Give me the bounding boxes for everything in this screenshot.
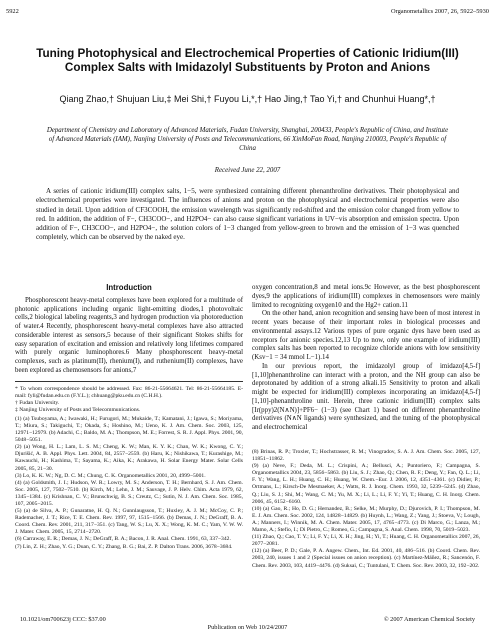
body-paragraph: On the other hand, anion recognition and sensing have been of most interest in recent years because of their important roles in biological processes and environmental assays.12 Various types of pure organic dyes have been used as receptors for anionic species.12,13 Up to now, only one example of iridium(III) complex salts has been reported to recognize chloride anions with low sensitivity (Ksv−1 = 34 mmol L−1).14	[252, 310, 480, 361]
reference-list-left	[15, 416, 243, 551]
reference-item: (7) Lin, Z. H.; Zhao, Y. G.; Duan, C. Y.; Zhang, B. G.; Bai, Z. P. Dalton Trans. 2006, 3678−3684.	[15, 543, 233, 550]
received-date: Received June 22, 2007	[214, 167, 281, 174]
body-paragraph: In our previous report, the imidazolyl group of imidazo[4,5-f][1,10]phenanthroline can interact with a proton, and the NH group can also be deprotonated by addition of a strong alkali.15 Sensitivity to proton and alkali might be expected for iridium(III) complexes incorporating an imidazo[4,5-f][1,10]-phenanthroline unit. Herein, three cationic iridium(III) complex salts [Ir(ppy)2(N∧N)]+PF6− (1−3) (see Chart 1) based on different phenanthroline derivatives (N∧N ligands) were synthesized, and the tuning of the photophysical and electrochemical	[252, 362, 480, 431]
left-column	[15, 284, 243, 551]
footnote: * To whom correspondence should be addressed. Fax: 86-21-55664621. Tel: 86-21-55664185. E-mail: fyli@fudan.edu.cn (F.Y.L.); chhuang@pku.edu.cn (C.H.H.).	[15, 385, 243, 399]
footnote: ‡ Nanjing University of Posts and Telecommunications.	[15, 406, 141, 413]
reference-item: (4) (a) Goldsmith, J. I.; Hudson, W. R.; Lowry, M. S.; Anderson, T. H.; Bernhard, S. J. Am. Chem. Soc. 2005, 127, 7502−7510. (b) Kirch, M.; Lehn, J. M.; Sauvage, J. P. Helv. Chim. Acta 1979, 62, 1345−1384. (c) Krishnan, C. V.; Brunschwig, B. S.; Creutz, C.; Sutin, N. J. Am. Chem. Soc. 1985, 107, 2005−2015.	[15, 479, 243, 507]
reference-item: (5) (a) de Silva, A. P.; Gunaratne, H. Q. N.; Gunnlaugsson, T.; Huxley, A. J. M.; McCoy, C. P.; Rademacher, J. T.; Rice, T. E. Chem. Rev. 1997, 97, 1515−1566. (b) Demas, J. N.; DeGraff, B. A. Coord. Chem. Rev. 2001, 211, 317−351. (c) Tang, W. S.; Lu, X. X.; Wong, K. M. C.; Yam, V. W. W. J. Mater. Chem. 2005, 15, 2714−2720.	[15, 508, 243, 536]
article-title: Tuning Photophysical and Electrochemical Properties of Cationic Iridium(III) Complex Salts with Imidazolyl Substituents by Proton and Anions	[36, 47, 459, 74]
reference-item: (2) (a) Wong, H. L.; Lam, L. S. M.; Cheng, K. W.; Man, K. Y. K.; Chan, W. K.; Kwong, C. Y.; Djurišić, A. B. Appl. Phys. Lett. 2004, 84, 2557−2559. (b) Haru, K.; Nishikawa, T.; Kurashige, M.; Kawauchi, H.; Kashima, T.; Sayama, K.; Aika, K.; Arakawa, H. Solar Energy Mater. Solar Cells 2005, 85, 21−30.	[15, 444, 243, 472]
reference-item: (12) (a) Beer, P. D.; Gale, P. A. Angew. Chem., Int. Ed. 2001, 40, 486−516. (b) Coord. Chem. Rev. 2003, 240, issues 1 and 2 (Special issues on anion reception). (c) Martínez-Máñez, R.; Sancenón, F. Chem. Rev. 2003, 103, 4419−4476. (d) Suksai, C.; Tuntulani, T. Chem. Soc. Rev. 2003, 32, 192−202.	[252, 548, 480, 569]
abstract: A series of cationic iridium(III) complex salts, 1−5, were synthesized containing different phenanthroline derivatives. Their photophysical and electrochemical properties were investigated. The influences of anions and proton on the photophysical and electrochemical properties were also studied in detail. Upon addition of CF3COOH, the emission wavelength was significantly red-shifted and the emission color changed from yellow to red. In addition, the addition of F−, CH3COO−, and H2PO4− can also cause significant variations in UV−vis absorption and emission spectra. Upon addition of F−, CH3COO−, and H2PO4−, the solution colors of 1−3 changed from yellow-green to brown and the emission of 1−3 was quenched completely, which can be observed by the naked eye.	[36, 187, 459, 242]
intro-paragraph: Phosphorescent heavy-metal complexes have been explored for a multitude of photonic applications including organic light-emitting diodes,1 photovoltaic cells,2 biological labeling reagents,3 and hydrogen production via photoreduction of water.4 Recently, phosphorescent heavy-metal complexes have also attracted considerable interest as sensors,5 because of their significant Stokes shifts for easy separation of excitation and emission and relatively long lifetimes compared with purely organic luminophores.6 Many phosphorescent heavy-metal complexes, such as platinum(II), rhenium(I), and ruthenium(II) complexes, have been explored as chemosensors for anions,7	[15, 296, 243, 374]
footnote-divider	[15, 381, 243, 382]
reference-item: (10) (a) Gao, R.; Ho, D. G.; Hernandez, B.; Selke, M.; Murphy, D.; Djurovich, P. I.; Thompson, M. E. J. Am. Chem. Soc. 2002, 124, 14828−14829. (b) Huynh, L.; Wang, Z.; Yang, J.; Stoeva, V.; Lough, A.; Manners, I.; Winnik, M. A. Chem. Mater. 2005, 17, 4765−4773. (c) Di Marco, G.; Lanza, M.; Mamo, A.; Stefio, I.; Di Pietro, C.; Romeo, G.; Campagna, S. Anal. Chem. 1998, 70, 5019−5023.	[252, 505, 480, 534]
doi-line: 10.1021/om700623j CCC: $37.00	[20, 616, 106, 623]
reference-item: (3) Lo, K. K. W.; Ng, D. C. M.; Chung, C. K. Organometallics 2001, 20, 4999−5001.	[15, 472, 206, 479]
reference-item: (1) (a) Tsuboyama, A.; Iwawaki, H.; Furugori, M.; Mukaide, T.; Kamatani, J.; Igawa, S.; Moriyama, T.; Miura, S.; Takiguchi, T.; Okada, S.; Hoshino, M.; Ueno, K. J. Am. Chem. Soc. 2003, 125, 12971−12979. (b) Adachi, C.; Baldo, M. A.; Thompson, M. E.; Forrest, S. R. J. Appl. Phys. 2001, 90, 5048−5051.	[15, 415, 243, 444]
affiliation: Department of Chemistry and Laboratory of Advanced Materials, Fudan University, Shanghai, 200433, People's Republic of China, and Institute of Advanced Materials (IAM), Nanjing University of Posts and Telecommunications, 66 XinMoFan Road, Nanjing 210003, People's Republic of China	[46, 127, 449, 152]
reference-list-right	[252, 449, 480, 570]
footnotes	[15, 386, 243, 414]
reference-item: (6) Carraway, E. R.; Demas, J. N.; DeGraff, B. A.; Bacon, J. R. Anal. Chem. 1991, 63, 337−342.	[15, 536, 231, 543]
page-number: 5922	[6, 8, 19, 15]
author-list: Qiang Zhao,† Shujuan Liu,‡ Mei Shi,† Fuyou Li,*,† Hao Jing,† Tao Yi,† and Chunhui Huang*,†	[59, 94, 436, 104]
section-heading-introduction: Introduction	[106, 283, 152, 292]
journal-reference: Organometallics 2007, 26, 5922–5930	[390, 8, 489, 15]
reference-item: (9) (a) Neve, F.; Deda, M. L.; Crispini, A.; Bellusci, A.; Puntoriero, F.; Campagna, S. Organometallics 2004, 23, 5856−5863. (b) Liu, S. J.; Zhao, Q.; Chen, R. F.; Deng, Y.; Fan, Q. L.; Li, F. Y.; Wang, L. H.; Huang, C. H.; Huang, W. Chem.−Eur. J. 2006, 12, 4351−4361. (c) Didier, P.; Ortmans, L.; Kirsch-De Mesmaeker, A.; Watts, R. J. Inorg. Chem. 1993, 32, 5239−5245. (d) Zhao, Q.; Liu, S. J.; Shi, M.; Wang, C. M.; Yu, M. X.; Li, L.; Li, F. Y.; Yi, T.; Huang, C. H. Inorg. Chem. 2006, 45, 6152−6160.	[252, 463, 480, 505]
publication-date: Publication on Web 10/24/2007	[207, 624, 288, 631]
page-footer	[20, 616, 475, 632]
reference-item: (8) Brinas, R. P.; Troxler, T.; Hochstrasser, R. M.; Vinogradov, S. A. J. Am. Chem. Soc. 2005, 127, 11851−11862.	[252, 449, 480, 463]
body-paragraph: oxygen concentration,8 and metal ions.9c However, as the best phosphorescent dyes,9 the applications of iridium(III) complexes in chemosensors were mainly limited to recognizing oxygen10 and the Hg2+ cation.11	[252, 284, 480, 309]
footnote: † Fudan University.	[15, 399, 60, 406]
reference-item: (11) Zhao, Q.; Cao, T. Y.; Li, F. Y.; Li, X. H.; Jing, H.; Yi, T.; Huang, C. H. Organometallics 2007, 26, 2077−2081.	[252, 534, 480, 548]
copyright-line: © 2007 American Chemical Society	[383, 616, 475, 623]
right-column	[252, 284, 480, 433]
